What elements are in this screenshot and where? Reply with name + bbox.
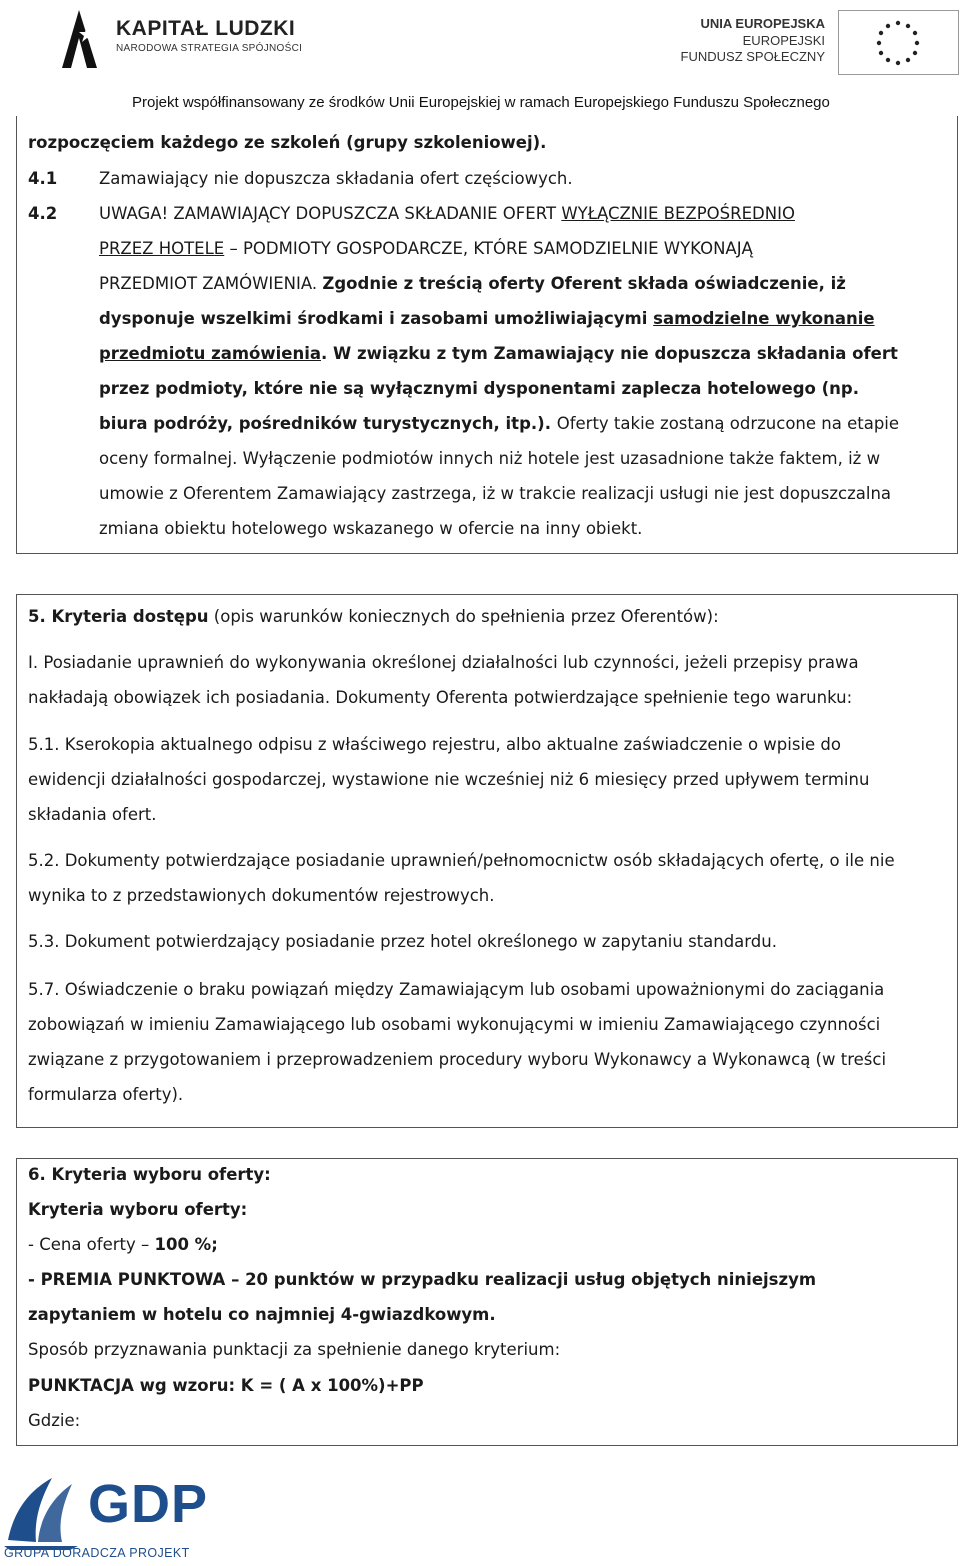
point-4-2-line-4: [99, 309, 875, 329]
point-5-7-line-1: 5.7. Oświadczenie o braku powiązań między Zamawiającym lub osobami upoważnionymi do zaciągania: [28, 980, 885, 999]
ue-line-2: EUROPEJSKI: [742, 33, 825, 48]
ue-line-1: UNIA EUROPEJSKA: [700, 16, 825, 31]
wylacznie-bezposrednio: WYŁĄCZNIE BEZPOŚREDNIO: [561, 204, 795, 223]
dysponuje-text: dysponuje wszelkimi środkami i zasobami umożliwiającymi: [99, 309, 654, 328]
point-5-7-line-4: formularza oferty).: [28, 1085, 184, 1104]
price-weight: 100 %;: [154, 1235, 218, 1254]
section-4-intro: rozpoczęciem każdego ze szkoleń (grupy szkoleniowej).: [28, 133, 547, 152]
point-4-2-line-3: [99, 274, 846, 294]
point-4-2-line-5: [99, 344, 898, 364]
point-4-2-line-7: [99, 414, 899, 434]
ue-line-3: FUNDUSZ SPOŁECZNY: [680, 49, 825, 64]
point-4-2-line-8: oceny formalnej. Wyłączenie podmiotów innych niż hotele jest uzasadnione także faktem, iż w: [99, 449, 881, 468]
section-6-subtitle: Kryteria wyboru oferty:: [28, 1200, 248, 1219]
point-4-2-line-1: [99, 204, 949, 224]
page-header: [0, 0, 960, 118]
point-4-2-line-9: umowie z Oferentem Zamawiający zastrzega, iż w trakcie realizacji usługi nie jest dopuszczalna: [99, 484, 892, 503]
section-6-title: 6. Kryteria wyboru oferty:: [28, 1165, 271, 1184]
point-4-2-number: 4.2: [28, 204, 58, 223]
point-4-2-line-6: przez podmioty, które nie są wyłącznymi dysponentami zaplecza hotelowego (np.: [99, 379, 859, 398]
point-5-1-line-3: składania ofert.: [28, 805, 157, 824]
przez-hotele: PRZEZ HOTELE: [99, 239, 225, 258]
point-5-3: 5.3. Dokument potwierdzający posiadanie przez hotel określonego w zapytaniu standardu.: [28, 932, 777, 951]
point-5-2-line-1: 5.2. Dokumenty potwierdzające posiadanie uprawnień/pełnomocnictw osób składających ofertę, o ile nie: [28, 851, 895, 870]
section-5-title: [28, 607, 719, 627]
point-5-1-line-1: 5.1. Kserokopia aktualnego odpisu z właściwego rejestru, albo aktualne zaświadczenie o wpisie do: [28, 735, 841, 754]
project-cofinancing-line: Projekt współfinansowany ze środków Unii Europejskiej w ramach Europejskiego Funduszu Społecznego: [132, 94, 830, 111]
point-5-1-line-2: ewidencji działalności gospodarczej, wystawione nie wcześniej niż 6 miesięcy przed upływem terminu: [28, 770, 870, 789]
przedmiot-zamowienia: PRZEDMIOT ZAMÓWIENIA.: [99, 274, 323, 293]
gdp-logo-text: GDP: [88, 1474, 209, 1534]
criterion-premia-line-1: - PREMIA PUNKTOWA – 20 punktów w przypadku realizacji usług objętych niniejszym: [28, 1270, 817, 1289]
point-4-1-text: Zamawiający nie dopuszcza składania ofert częściowych.: [99, 169, 573, 188]
eu-flag-icon: [838, 10, 959, 75]
oferty-odrzucone: Oferty takie zostaną odrzucone na etapie: [556, 414, 900, 433]
section-5-title-bold: Kryteria dostępu: [51, 607, 209, 626]
samodzielne-wykonanie: samodzielne wykonanie: [653, 309, 875, 328]
przedmiotu-zamowienia: przedmiotu zamówienia: [99, 344, 322, 363]
point-5-7-line-2: zobowiązań w imieniu Zamawiającego lub osobami wykonującymi w imieniu Zamawiającego czynności: [28, 1015, 881, 1034]
gdp-logo-subtitle: GRUPA DORADCZA PROJEKT: [4, 1546, 190, 1560]
point-5-2-line-2: wynika to z przedstawionych dokumentów rejestrowych.: [28, 886, 495, 905]
uwaga-text: UWAGA! ZAMAWIAJĄCY DOPUSZCZA SKŁADANIE OFERT: [99, 204, 562, 223]
podmioty-gospodarcze: – PODMIOTY GOSPODARCZE, KTÓRE SAMODZIELNIE WYKONAJĄ: [224, 239, 753, 258]
point-4-2-line-10: zmiana obiektu hotelowego wskazanego w ofercie na inny obiekt.: [99, 519, 643, 538]
scoring-formula: PUNKTACJA wg wzoru: K = ( A x 100%)+PP: [28, 1376, 424, 1395]
kl-title: KAPITAŁ LUDZKI: [116, 17, 296, 40]
price-label: - Cena oferty –: [28, 1235, 155, 1254]
section-5-number: 5.: [28, 607, 52, 626]
kl-subtitle: NARODOWA STRATEGIA SPÓJNOŚCI: [116, 43, 303, 54]
point-I-line-2: nakładają obowiązek ich posiadania. Dokumenty Oferenta potwierdzające spełnienie tego warunku:: [28, 688, 853, 707]
criterion-premia-line-2: zapytaniem w hotelu co najmniej 4-gwiazdkowym.: [28, 1305, 496, 1324]
section-5-title-rest: (opis warunków koniecznych do spełnienia przez Oferentów):: [208, 607, 719, 626]
gdzie-label: Gdzie:: [28, 1411, 81, 1430]
point-4-1-number: 4.1: [28, 169, 58, 188]
criterion-price: [28, 1235, 218, 1255]
zgodnie-z-trescia: Zgodnie z treścią oferty Oferent składa oświadczenie, iż: [322, 274, 846, 293]
w-zwiazku-z-tym: . W związku z tym Zamawiający nie dopuszcza składania ofert: [321, 344, 898, 363]
point-5-7-line-3: związane z przygotowaniem i przeprowadzeniem procedury wyboru Wykonawcy a Wykonawcą (w treści: [28, 1050, 887, 1069]
point-4-2-line-2: [99, 239, 753, 259]
biura-podrozy: biura podróży, pośredników turystycznych, itp.).: [99, 414, 557, 433]
scoring-method: Sposób przyznawania punktacji za spełnienie danego kryterium:: [28, 1340, 561, 1359]
point-I-line-1: I. Posiadanie uprawnień do wykonywania określonej działalności lub czynności, jeżeli przepisy prawa: [28, 653, 859, 672]
